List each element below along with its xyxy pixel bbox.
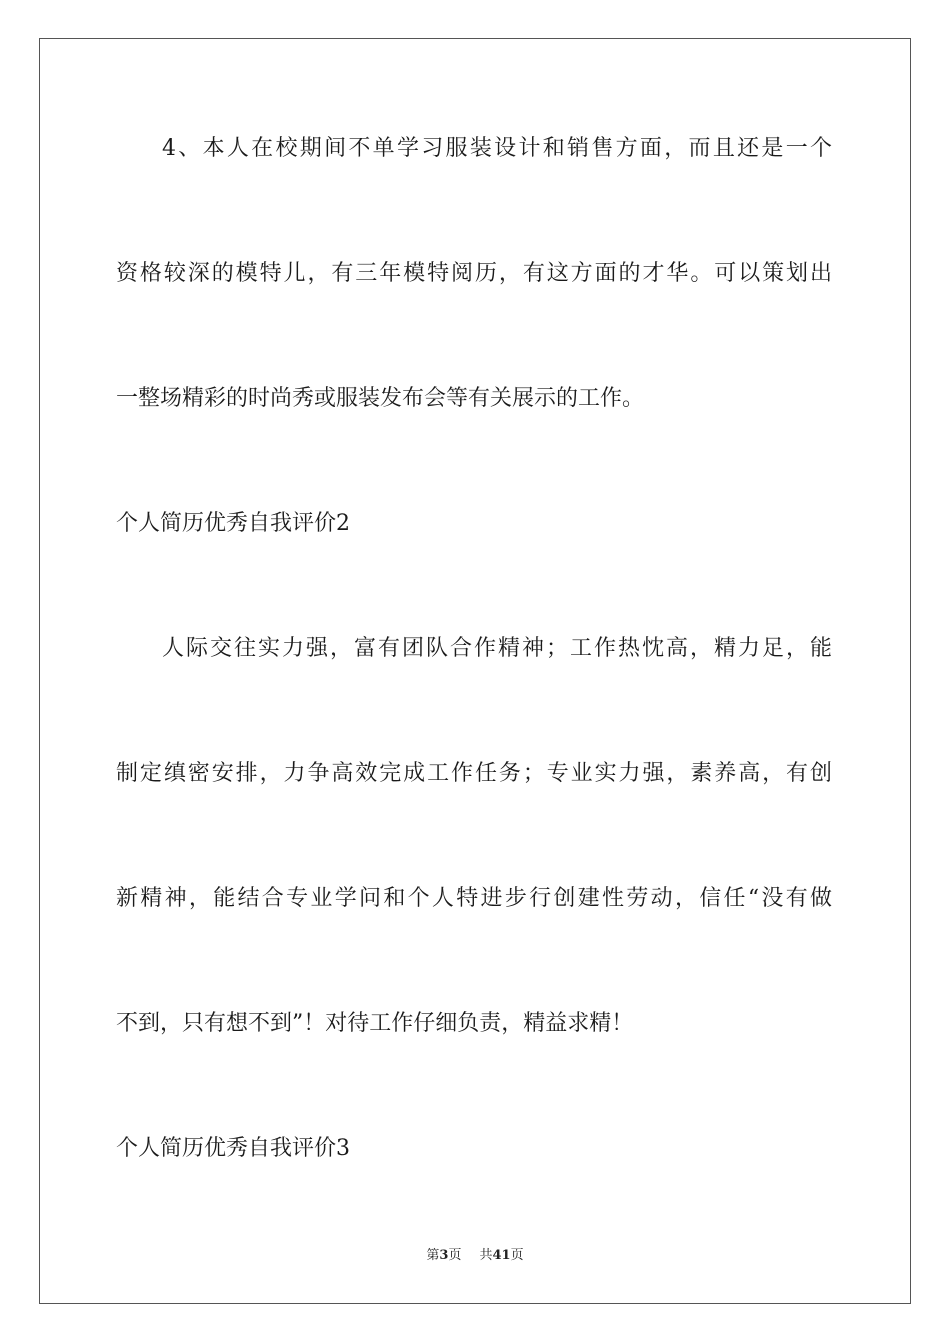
- section-heading-2: 个人简历优秀自我评价2: [116, 511, 350, 536]
- page-footer: [0, 1247, 950, 1265]
- paragraph-1-line-2: 资格较深的模特儿，有三年模特阅历，有这方面的才华。可以策划出: [116, 261, 832, 286]
- paragraph-1-line-3: 一整场精彩的时尚秀或服装发布会等有关展示的工作。: [116, 386, 645, 411]
- paragraph-1-line-1: 4、本人在校期间不单学习服装设计和销售方面，而且还是一个: [162, 136, 832, 161]
- paragraph-2-line-3: 新精神，能结合专业学问和个人特进步行创建性劳动，信任“没有做: [116, 886, 832, 911]
- page-number: 第3页: [426, 1248, 462, 1263]
- paragraph-2-line-2: 制定缜密安排，力争高效完成工作任务；专业实力强，素养高，有创: [116, 761, 832, 786]
- page-border: [39, 38, 911, 1304]
- paragraph-2-line-4: 不到，只有想不到”！对待工作仔细负责，精益求精！: [116, 1011, 634, 1036]
- paragraph-2-line-1: 人际交往实力强，富有团队合作精神；工作热忱高，精力足，能: [162, 636, 832, 661]
- section-heading-3: 个人简历优秀自我评价3: [116, 1136, 350, 1161]
- total-pages: 共41页: [479, 1248, 524, 1263]
